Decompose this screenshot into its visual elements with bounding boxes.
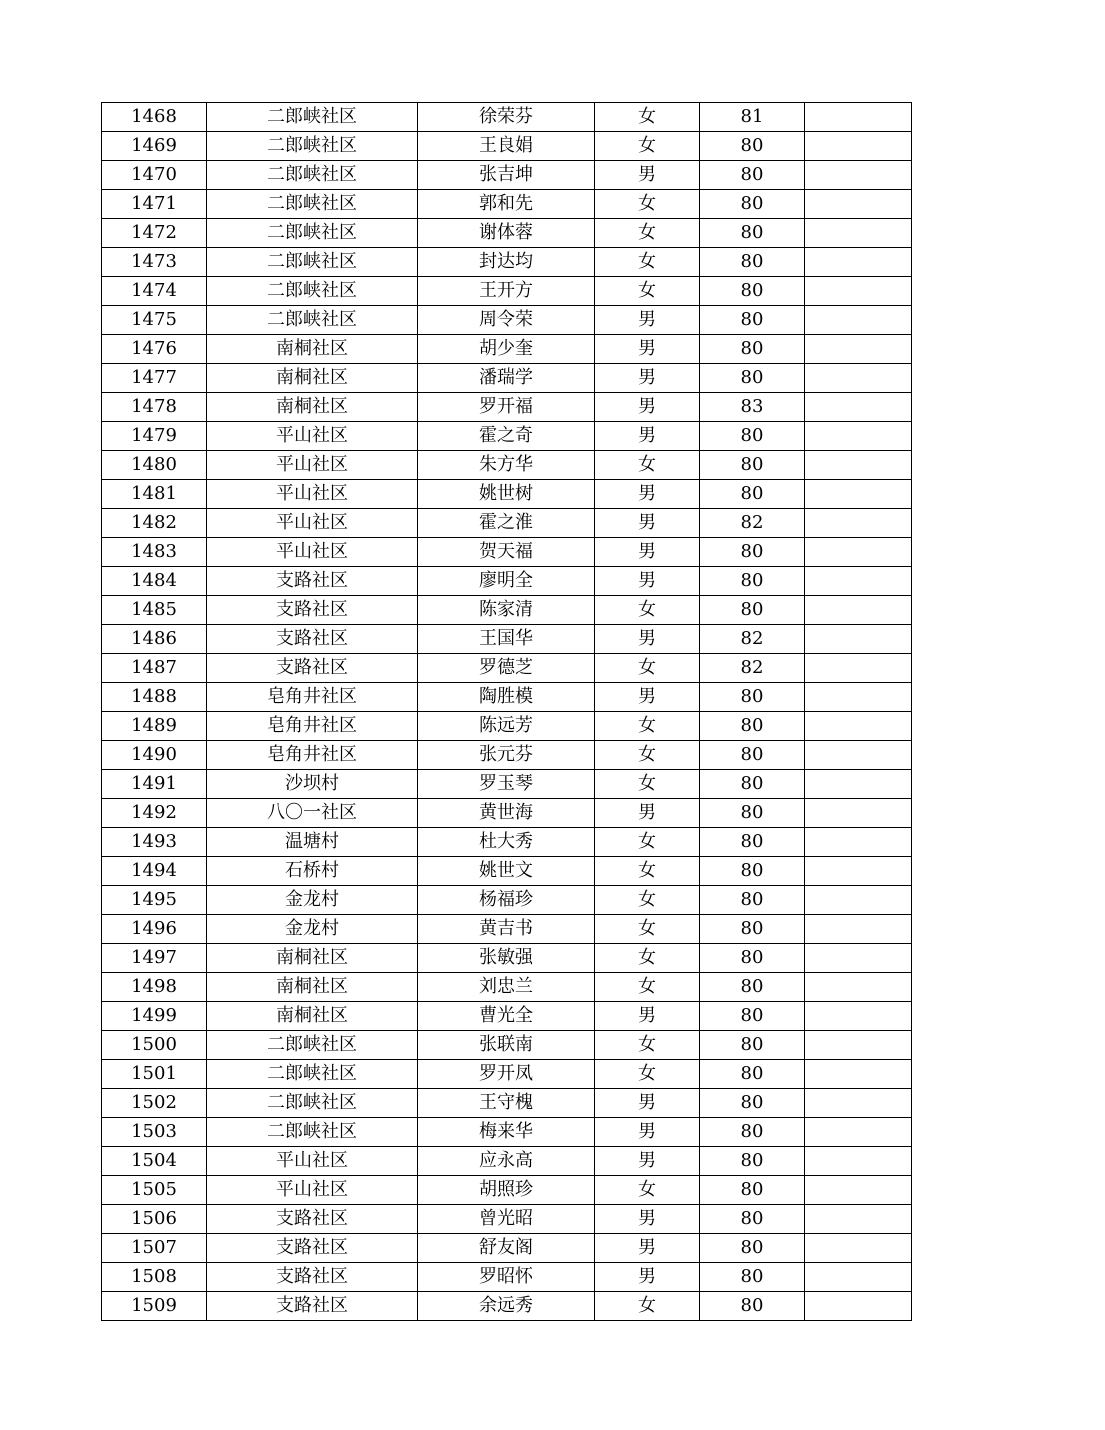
note-cell [805,509,912,538]
table-row [102,1205,912,1234]
name-cell: 黄吉书 [418,915,595,944]
note-cell [805,335,912,364]
serial-number-cell: 1485 [102,596,207,625]
serial-number-cell: 1476 [102,335,207,364]
table-row [102,1234,912,1263]
table-row [102,625,912,654]
name-cell: 杜大秀 [418,828,595,857]
age-cell: 80 [700,190,805,219]
sex-cell: 女 [595,103,700,132]
note-cell [805,596,912,625]
sex-cell: 女 [595,712,700,741]
sex-cell: 男 [595,625,700,654]
note-cell [805,654,912,683]
age-cell: 80 [700,1176,805,1205]
table-row [102,219,912,248]
age-cell: 80 [700,248,805,277]
community-cell: 支路社区 [207,596,418,625]
name-cell: 王良娟 [418,132,595,161]
name-cell: 杨福珍 [418,886,595,915]
note-cell [805,1118,912,1147]
name-cell: 胡少奎 [418,335,595,364]
table-row [102,857,912,886]
name-cell: 陶胜模 [418,683,595,712]
name-cell: 谢体蓉 [418,219,595,248]
sex-cell: 女 [595,944,700,973]
age-cell: 80 [700,973,805,1002]
sex-cell: 女 [595,190,700,219]
community-cell: 平山社区 [207,451,418,480]
community-cell: 二郎峡社区 [207,1031,418,1060]
note-cell [805,625,912,654]
name-cell: 余远秀 [418,1292,595,1321]
age-cell: 83 [700,393,805,422]
serial-number-cell: 1486 [102,625,207,654]
community-cell: 支路社区 [207,625,418,654]
table-row [102,306,912,335]
community-cell: 南桐社区 [207,1002,418,1031]
age-cell: 80 [700,422,805,451]
roster-table [101,102,912,1321]
name-cell: 曾光昭 [418,1205,595,1234]
note-cell [805,915,912,944]
serial-number-cell: 1480 [102,451,207,480]
sex-cell: 男 [595,1118,700,1147]
table-row [102,915,912,944]
serial-number-cell: 1505 [102,1176,207,1205]
serial-number-cell: 1479 [102,422,207,451]
serial-number-cell: 1472 [102,219,207,248]
sex-cell: 女 [595,886,700,915]
note-cell [805,770,912,799]
community-cell: 平山社区 [207,1147,418,1176]
name-cell: 罗开凤 [418,1060,595,1089]
name-cell: 张吉坤 [418,161,595,190]
serial-number-cell: 1491 [102,770,207,799]
community-cell: 金龙村 [207,886,418,915]
note-cell [805,393,912,422]
community-cell: 南桐社区 [207,364,418,393]
age-cell: 80 [700,799,805,828]
name-cell: 陈远芳 [418,712,595,741]
sex-cell: 女 [595,219,700,248]
serial-number-cell: 1474 [102,277,207,306]
serial-number-cell: 1481 [102,480,207,509]
community-cell: 金龙村 [207,915,418,944]
community-cell: 平山社区 [207,1176,418,1205]
name-cell: 陈家清 [418,596,595,625]
note-cell [805,1031,912,1060]
age-cell: 80 [700,1292,805,1321]
serial-number-cell: 1473 [102,248,207,277]
name-cell: 封达均 [418,248,595,277]
serial-number-cell: 1471 [102,190,207,219]
serial-number-cell: 1493 [102,828,207,857]
sex-cell: 女 [595,1060,700,1089]
sex-cell: 女 [595,828,700,857]
sex-cell: 男 [595,306,700,335]
table-row [102,1176,912,1205]
serial-number-cell: 1501 [102,1060,207,1089]
age-cell: 80 [700,132,805,161]
community-cell: 支路社区 [207,1292,418,1321]
serial-number-cell: 1469 [102,132,207,161]
sex-cell: 男 [595,335,700,364]
sex-cell: 男 [595,422,700,451]
sex-cell: 男 [595,799,700,828]
community-cell: 二郎峡社区 [207,219,418,248]
table-row [102,480,912,509]
age-cell: 80 [700,741,805,770]
sex-cell: 男 [595,683,700,712]
name-cell: 张元芬 [418,741,595,770]
serial-number-cell: 1490 [102,741,207,770]
name-cell: 徐荣芬 [418,103,595,132]
name-cell: 贺天福 [418,538,595,567]
community-cell: 平山社区 [207,538,418,567]
serial-number-cell: 1498 [102,973,207,1002]
serial-number-cell: 1475 [102,306,207,335]
community-cell: 二郎峡社区 [207,306,418,335]
note-cell [805,538,912,567]
name-cell: 胡照珍 [418,1176,595,1205]
community-cell: 皂角井社区 [207,712,418,741]
roster-table-body [102,103,912,1321]
age-cell: 80 [700,161,805,190]
community-cell: 二郎峡社区 [207,161,418,190]
community-cell: 八〇一社区 [207,799,418,828]
serial-number-cell: 1506 [102,1205,207,1234]
note-cell [805,799,912,828]
table-row [102,335,912,364]
serial-number-cell: 1487 [102,654,207,683]
note-cell [805,1002,912,1031]
age-cell: 80 [700,1002,805,1031]
age-cell: 80 [700,770,805,799]
table-row [102,1118,912,1147]
sex-cell: 女 [595,973,700,1002]
note-cell [805,451,912,480]
community-cell: 温塘村 [207,828,418,857]
age-cell: 80 [700,1263,805,1292]
note-cell [805,132,912,161]
community-cell: 支路社区 [207,1263,418,1292]
name-cell: 朱方华 [418,451,595,480]
name-cell: 刘忠兰 [418,973,595,1002]
sex-cell: 女 [595,654,700,683]
table-row [102,1002,912,1031]
name-cell: 姚世树 [418,480,595,509]
table-row [102,277,912,306]
name-cell: 张敏强 [418,944,595,973]
age-cell: 80 [700,219,805,248]
table-row [102,741,912,770]
community-cell: 二郎峡社区 [207,103,418,132]
sex-cell: 男 [595,1002,700,1031]
table-row [102,190,912,219]
serial-number-cell: 1483 [102,538,207,567]
age-cell: 80 [700,1031,805,1060]
table-row [102,1147,912,1176]
sex-cell: 女 [595,132,700,161]
name-cell: 罗玉琴 [418,770,595,799]
sex-cell: 女 [595,741,700,770]
table-row [102,596,912,625]
age-cell: 80 [700,480,805,509]
age-cell: 82 [700,654,805,683]
serial-number-cell: 1508 [102,1263,207,1292]
sex-cell: 女 [595,596,700,625]
serial-number-cell: 1478 [102,393,207,422]
sex-cell: 女 [595,915,700,944]
table-row [102,770,912,799]
community-cell: 南桐社区 [207,393,418,422]
community-cell: 平山社区 [207,509,418,538]
name-cell: 周令荣 [418,306,595,335]
community-cell: 二郎峡社区 [207,190,418,219]
sex-cell: 男 [595,567,700,596]
table-row [102,132,912,161]
sex-cell: 女 [595,770,700,799]
note-cell [805,741,912,770]
name-cell: 霍之奇 [418,422,595,451]
table-row [102,1060,912,1089]
table-row [102,393,912,422]
note-cell [805,1234,912,1263]
sex-cell: 男 [595,509,700,538]
name-cell: 廖明全 [418,567,595,596]
table-row [102,1031,912,1060]
name-cell: 黄世海 [418,799,595,828]
serial-number-cell: 1503 [102,1118,207,1147]
community-cell: 二郎峡社区 [207,277,418,306]
age-cell: 82 [700,509,805,538]
age-cell: 80 [700,538,805,567]
note-cell [805,886,912,915]
serial-number-cell: 1502 [102,1089,207,1118]
age-cell: 80 [700,1147,805,1176]
serial-number-cell: 1489 [102,712,207,741]
age-cell: 80 [700,277,805,306]
serial-number-cell: 1468 [102,103,207,132]
name-cell: 罗开福 [418,393,595,422]
age-cell: 80 [700,335,805,364]
table-row [102,451,912,480]
name-cell: 霍之淮 [418,509,595,538]
age-cell: 80 [700,1234,805,1263]
sex-cell: 男 [595,1234,700,1263]
note-cell [805,828,912,857]
community-cell: 二郎峡社区 [207,132,418,161]
table-row [102,103,912,132]
sex-cell: 男 [595,1263,700,1292]
age-cell: 80 [700,944,805,973]
sex-cell: 女 [595,1176,700,1205]
note-cell [805,1176,912,1205]
table-row [102,712,912,741]
age-cell: 80 [700,828,805,857]
community-cell: 皂角井社区 [207,741,418,770]
age-cell: 80 [700,712,805,741]
age-cell: 80 [700,886,805,915]
sex-cell: 男 [595,161,700,190]
note-cell [805,190,912,219]
community-cell: 沙坝村 [207,770,418,799]
community-cell: 平山社区 [207,422,418,451]
note-cell [805,973,912,1002]
community-cell: 南桐社区 [207,973,418,1002]
note-cell [805,683,912,712]
table-row [102,944,912,973]
name-cell: 王守槐 [418,1089,595,1118]
name-cell: 罗昭怀 [418,1263,595,1292]
serial-number-cell: 1488 [102,683,207,712]
name-cell: 王开方 [418,277,595,306]
name-cell: 应永高 [418,1147,595,1176]
table-row [102,828,912,857]
note-cell [805,1205,912,1234]
note-cell [805,857,912,886]
sex-cell: 男 [595,1089,700,1118]
note-cell [805,944,912,973]
table-row [102,422,912,451]
name-cell: 梅来华 [418,1118,595,1147]
name-cell: 郭和先 [418,190,595,219]
age-cell: 80 [700,1205,805,1234]
age-cell: 80 [700,364,805,393]
serial-number-cell: 1499 [102,1002,207,1031]
community-cell: 二郎峡社区 [207,1089,418,1118]
community-cell: 南桐社区 [207,944,418,973]
age-cell: 80 [700,915,805,944]
table-row [102,248,912,277]
serial-number-cell: 1507 [102,1234,207,1263]
table-row [102,364,912,393]
table-row [102,886,912,915]
note-cell [805,422,912,451]
serial-number-cell: 1509 [102,1292,207,1321]
note-cell [805,1060,912,1089]
community-cell: 支路社区 [207,654,418,683]
sex-cell: 女 [595,1292,700,1321]
note-cell [805,161,912,190]
age-cell: 80 [700,596,805,625]
serial-number-cell: 1484 [102,567,207,596]
serial-number-cell: 1477 [102,364,207,393]
age-cell: 80 [700,1118,805,1147]
table-row [102,1089,912,1118]
community-cell: 支路社区 [207,1234,418,1263]
table-row [102,509,912,538]
note-cell [805,364,912,393]
note-cell [805,1292,912,1321]
community-cell: 支路社区 [207,1205,418,1234]
serial-number-cell: 1504 [102,1147,207,1176]
sex-cell: 男 [595,538,700,567]
sex-cell: 女 [595,248,700,277]
sex-cell: 女 [595,451,700,480]
note-cell [805,1089,912,1118]
age-cell: 80 [700,567,805,596]
note-cell [805,480,912,509]
age-cell: 81 [700,103,805,132]
age-cell: 80 [700,1089,805,1118]
sex-cell: 男 [595,393,700,422]
community-cell: 平山社区 [207,480,418,509]
serial-number-cell: 1470 [102,161,207,190]
note-cell [805,219,912,248]
community-cell: 二郎峡社区 [207,248,418,277]
sex-cell: 女 [595,857,700,886]
age-cell: 80 [700,683,805,712]
serial-number-cell: 1492 [102,799,207,828]
serial-number-cell: 1500 [102,1031,207,1060]
name-cell: 曹光全 [418,1002,595,1031]
community-cell: 二郎峡社区 [207,1118,418,1147]
age-cell: 80 [700,1060,805,1089]
name-cell: 张联南 [418,1031,595,1060]
note-cell [805,277,912,306]
table-row [102,973,912,1002]
community-cell: 支路社区 [207,567,418,596]
name-cell: 姚世文 [418,857,595,886]
sex-cell: 男 [595,1147,700,1176]
table-row [102,1263,912,1292]
serial-number-cell: 1497 [102,944,207,973]
serial-number-cell: 1495 [102,886,207,915]
sex-cell: 女 [595,277,700,306]
note-cell [805,103,912,132]
table-row [102,567,912,596]
community-cell: 二郎峡社区 [207,1060,418,1089]
note-cell [805,306,912,335]
age-cell: 80 [700,451,805,480]
name-cell: 潘瑞学 [418,364,595,393]
name-cell: 王国华 [418,625,595,654]
age-cell: 80 [700,857,805,886]
table-row [102,654,912,683]
serial-number-cell: 1496 [102,915,207,944]
age-cell: 82 [700,625,805,654]
table-row [102,161,912,190]
sex-cell: 男 [595,1205,700,1234]
serial-number-cell: 1494 [102,857,207,886]
name-cell: 罗德芝 [418,654,595,683]
name-cell: 舒友阁 [418,1234,595,1263]
table-row [102,683,912,712]
sex-cell: 男 [595,480,700,509]
note-cell [805,567,912,596]
community-cell: 石桥村 [207,857,418,886]
age-cell: 80 [700,306,805,335]
table-row [102,538,912,567]
community-cell: 南桐社区 [207,335,418,364]
community-cell: 皂角井社区 [207,683,418,712]
table-row [102,1292,912,1321]
note-cell [805,712,912,741]
note-cell [805,248,912,277]
note-cell [805,1147,912,1176]
table-row [102,799,912,828]
serial-number-cell: 1482 [102,509,207,538]
sex-cell: 女 [595,1031,700,1060]
sex-cell: 男 [595,364,700,393]
note-cell [805,1263,912,1292]
